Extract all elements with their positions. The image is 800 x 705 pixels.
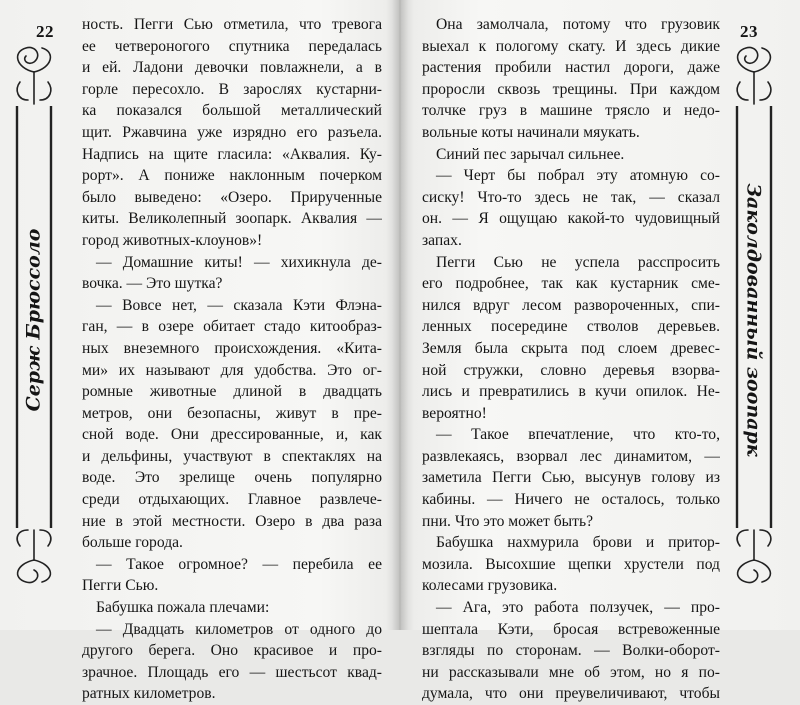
text-line: ной стружки, словно деревья взорва- [422,361,720,379]
text-line: рорт». А пониже наклонным почерком [82,167,382,185]
text-line: зрачное. Площадь его — шестьсот квад- [82,663,382,681]
text-line: мозила. Высохшие щепки хрустели под [422,555,720,573]
text-line: ромные животные длиной в двадцать [82,383,382,401]
left-text-column [82,14,382,705]
text-line: его подробнее, так как кустарник сме- [422,275,720,293]
text-line: метров, они безопасны, живут в пре- [82,404,382,422]
text-line: ных внеземного происхождения. «Кита- [82,339,382,357]
text-line: сиску! Что-то здесь не так, — сказал [422,188,720,206]
text-line: взгляды по сторонам. — Волки-оборот- [422,642,720,660]
text-line: ган, — в озере обитает стадо китообраз- [82,318,382,336]
text-line: ние в этой местности. Озеро в два раза [82,512,382,530]
page-number-left: 22 [36,22,54,41]
text-line: ленных посередине стволов деревьев. [422,318,720,336]
text-line: ни рассказывали мне об этом, но я по- [422,663,720,681]
text-line: Бабушка пожала плечами: [96,599,270,617]
text-line: кабины. — Ничего не осталось, только [422,491,720,509]
running-head-author-text: Серж Брюссоло [22,228,45,412]
text-line: — Черт бы побрал эту атомную со- [436,167,720,185]
text-line: нился вдруг лесом развороченных, спи- [422,296,720,314]
text-line: Она замолчала, потому что грузовик [436,16,720,33]
text-line: он. — Я ощущаю какой-то чудовищный [422,210,720,228]
text-line: горле пересохло. В зарослях кустарни- [82,80,382,98]
text-line: среди отдыхающих. Главное развлече- [82,491,382,509]
text-line: было выведено: «Озеро. Прирученные [82,188,382,206]
text-line: колесами грузовика. [422,577,558,595]
text-line: Пегги Сью не успела расспросить [436,253,720,271]
text-line: киты. Великолепный зоопарк. Аквалия — [82,210,382,228]
text-line: — Такое впечатление, что кто-то, [436,426,720,444]
text-line: Бабушка нахмурила брови и притор- [436,534,720,552]
text-line: проросли сквозь трещины. При каждом [422,80,720,98]
text-line: щит. Ржавчина уже изрядно его разъела. [82,123,382,141]
page-number-right: 23 [740,22,758,41]
running-head-title [739,70,769,570]
text-line: пни. Что это может быть? [422,512,594,530]
text-line: — Вовсе нет, — сказала Кэти Флэна- [96,296,382,314]
text-line: выехал к пологому скату. И здесь дикие [422,37,720,55]
text-line: воде. Это зрелище очень популярно [82,469,382,487]
right-page [400,0,800,703]
text-line: растения пробили настил дороги, даже [422,59,720,77]
text-line: и ей. Ладони девочки повлажнели, а в [82,59,382,77]
text-line: Синий пес зарычал сильнее. [436,145,625,163]
text-line: ми» их называют для удобства. Это ог- [82,361,382,379]
text-line: — Домашние киты! — хихикнула де- [96,253,382,271]
text-line: — Двадцать километров от одного до [96,620,382,638]
text-line: и дельфины, участвуют в спектаклях на [82,447,382,465]
text-line: ратных километров. [82,685,216,703]
text-line: вольные коты начинали мяукать. [422,123,640,141]
text-line: другого берега. Оно красивое и про- [82,642,382,660]
text-line: Земля была скрыта под слоем древес- [422,339,720,357]
text-line: Надпись на щите гласила: «Аквалия. Ку- [82,145,382,163]
running-head-author [18,70,48,570]
text-line: заметила Пегги Сью, высунув голову из [422,469,720,487]
text-line: — Ага, это работа ползучек, — про- [436,599,720,617]
text-line: запах. [422,231,462,249]
text-line: ее четвероногого спутника передалась [82,37,382,55]
text-line: вероятно! [422,404,487,422]
text-line: — Такое огромное? — перебила ее [96,555,382,573]
text-line: ка показался большой металлический [82,102,382,120]
left-page [0,0,400,703]
text-line: город животных-клоунов»! [82,231,263,249]
text-line: Пегги Сью. [82,577,159,595]
text-line: думала, что они преувеличивают, чтобы [422,685,720,703]
text-line: вочка. — Это шутка? [82,275,223,293]
running-head-title-text: Заколдованный зоопарк [743,183,765,457]
text-line: сной воде. Они дрессированные, и, как [82,426,382,444]
text-line: шептала Кэти, бросая встревоженные [422,620,720,638]
text-line: больше города. [82,534,183,552]
text-line: развлекаясь, взорвал лес динамитом, — [422,447,720,465]
text-line: лись и превратились в кучи опилок. Не- [422,383,720,401]
text-line: толчке груз в машине трясло и недо- [422,102,720,120]
text-line: ность. Пегги Сью отметила, что тревога [82,16,382,33]
right-text-column [422,14,720,705]
